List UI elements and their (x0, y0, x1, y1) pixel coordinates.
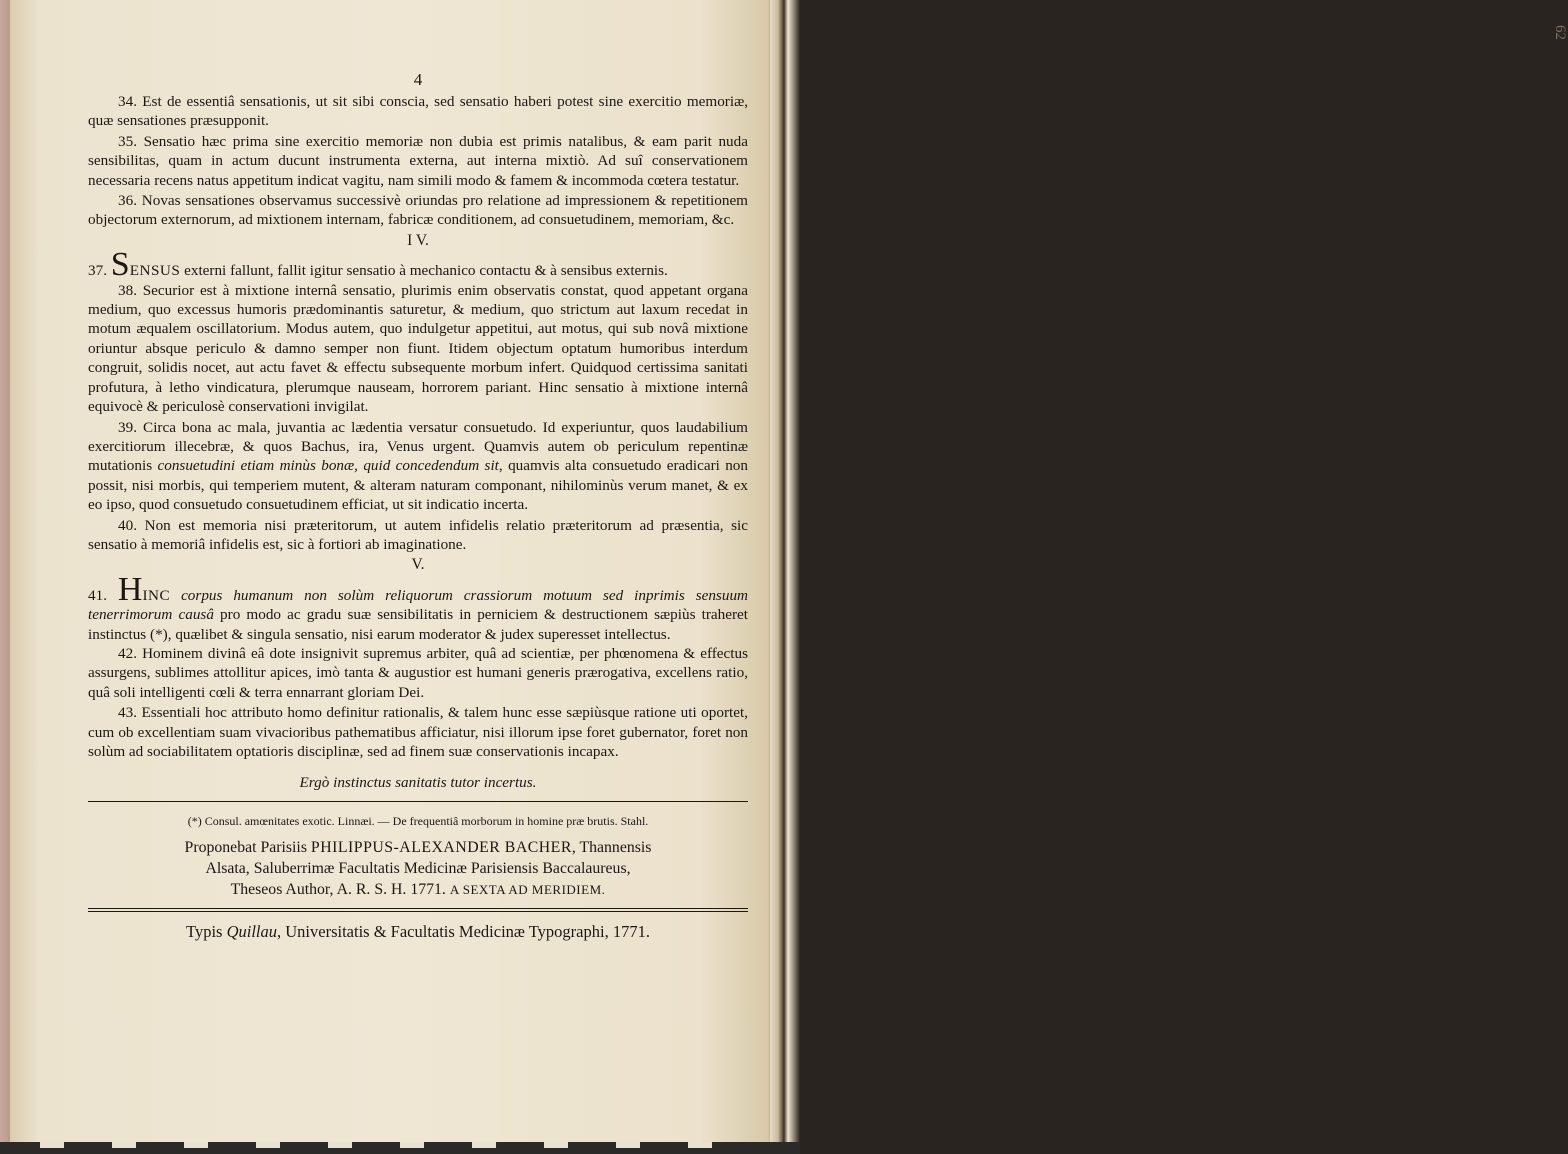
drop-capital: S (110, 246, 130, 284)
paragraph-36: 36. Novas sensationes observamus successivè oriundas pro relatione ad impressionem & repetitionem objectorum externorum, ad mixtionem internam, fabricæ conditionem, ad consuetudinem, memoriam, &c. (88, 192, 748, 229)
paragraph-text: pro modo ac gradu suæ sensibilitatis in perniciem & destructionem sæpiùs traheret instinctus (*), quælibet & singula sensatio, nisi earum moderator & judex superesset intellectus. (88, 606, 748, 643)
defense-line-3 (88, 879, 748, 900)
italic-phrase: consuetudini etiam minùs bonæ, quid concedendum sit (157, 457, 499, 475)
page-number: 4 (413, 70, 423, 89)
defense-text: Theseos Author, A. R. S. H. 1771. (230, 880, 450, 898)
imprint-text: Typis (186, 921, 227, 941)
paragraph-43: 43. Essentiali hoc attributo homo definitur rationalis, & talem hunc esse sæpiùsque ratione uti oportet, cum ob excellentiam suam vivacioribus pathematibus afficiatur, nisi illorum ipse foret gubernator, foret non solùm ad sociabilitatem optatioris disciplinæ, sed ad finem suæ conservationis incapax. (88, 704, 748, 760)
author-name: PHILIPPUS-ALEXANDER BACHER (310, 838, 572, 856)
ruler-mark (688, 1142, 712, 1148)
opening-word: INC (142, 586, 171, 604)
binding-edge (0, 0, 10, 1154)
paragraph-35: 35. Sensatio hæc prima sine exercitio memoriæ non dubia est primis natalibus, & eam parit nuda sensibilitas, quam in actum ducunt instrumenta externa, aut interna mixtiò. Ad suî conservationem necessaria recens natus appetitum indicat vagitu, nam simili modo & famem & incommoda cœtera testatur. (88, 132, 748, 189)
book-page-edges (770, 0, 1568, 1154)
ruler-mark (544, 1142, 568, 1148)
next-page-number: 62 (1552, 25, 1568, 40)
ruler-mark (184, 1142, 208, 1148)
ruler-mark (112, 1142, 136, 1148)
defense-line-1 (88, 837, 748, 858)
section-heading-v: V. (411, 556, 425, 574)
paragraph-42: 42. Hominem divinâ eâ dote insignivit supremus arbiter, quâ ad scientiæ, per phœnomena & effectus assurgens, sublimes attollitur apices, imò tanta & augustior est humani generis prærogativa, excellens ratio, quâ soli intelligenti cœli & terra ennarrant gloriam Dei. (88, 644, 748, 701)
defense-time: A SEXTA AD MERIDIEM. (449, 881, 606, 897)
document-page (88, 70, 748, 941)
opening-word: ENSUS (129, 262, 181, 280)
italic-phrase: corpus humanum non solùm reliquorum crassiorum motuum sed inprimis sensuum tenerrimorum causâ (88, 586, 749, 624)
paragraph-34: 34. Est de essentiâ sensationis, ut sit sibi conscia, sed sensatio haberi potest sine exercitio memoriæ, quæ sensationes præsupponit. (88, 93, 748, 130)
section-heading-iv: I V. (407, 231, 429, 249)
defense-text: , Thannensis (571, 838, 652, 856)
printer-imprint (88, 922, 748, 941)
paragraph-39 (88, 418, 748, 515)
printer-name: Quillau (226, 921, 277, 941)
defense-text: Proponebat Parisiis (184, 838, 311, 856)
paragraph-38: 38. Securior est à mixtione internâ sensatio, plurimis enim observatis constat, quod appetant organa medium, quo excessus humoris prædominantis saturetur, & medium, quo strictum aut laxum recedat in motum æqualem oscillatorium. Modus autem, quo indulgetur appetitui, aut motus, qui sub novâ mixtione oriuntur absque periculo & damno semper non fiunt. Itidem objectum optatum humoribus interdum congruit, solidis nocet, aut actu favet & effectu subsequente morbum infert. Quidquod certissima sanitati profutura, à letho vindicatura, plerumque nauseam, horrorem pariant. Hinc sensatio à mixtione internâ equivocè & periculosè conservationi invigilat. (88, 281, 748, 416)
paragraph-text: , quamvis alta consuetudo eradicari non possit, nisi morbis, qui temperiem mutent, & alteram naturam componant, nihilominùs verum manet, & ex eo ipso, quod consuetudo consuetudinem efficiat, ut sit indicatio incerta. (88, 457, 748, 514)
ruler-mark (40, 1142, 64, 1148)
conclusion: Ergò instinctus sanitatis tutor incertus. (299, 774, 537, 792)
footnote: (*) Consul. amœnitates exotic. Linnæi. — De frequentiâ morborum in homine præ brutis. Stahl. (187, 813, 649, 828)
ruler-mark (256, 1142, 280, 1148)
divider-rule (88, 801, 748, 802)
ruler-mark (400, 1142, 424, 1148)
paragraph-text: 39. Circa bona ac mala, juvantia ac lædentia versatur consuetudo. Id experiuntur, quos laudabilium exercitiorum illecebræ, & quos Bachus, ira, Venus urgent. Quamvis autem ob periculum repentinæ mutationis (88, 418, 748, 475)
ruler-mark (616, 1142, 640, 1148)
double-divider-rule (88, 908, 748, 912)
scan-ruler (0, 1142, 800, 1154)
paragraph-number: 37. (88, 262, 107, 280)
paragraph-41 (88, 570, 749, 644)
imprint-text: , Universitatis & Facultatis Medicinæ Typographi, 1771. (277, 921, 650, 941)
paragraph-40: 40. Non est memoria nisi præteritorum, ut autem infidelis relatio præteritorum ad præsentia, sic sensatio à memoriâ infidelis est, sic à fortiori ab imaginatione. (88, 516, 748, 553)
ruler-mark (472, 1142, 496, 1148)
drop-capital: H (117, 570, 143, 608)
ruler-mark (328, 1142, 352, 1148)
thesis-defense-notice (88, 837, 748, 900)
defense-line-2: Alsata, Saluberrimæ Facultatis Medicinæ Parisiensis Baccalaureus, (205, 859, 631, 877)
paragraph-number: 41. (88, 586, 107, 604)
paragraph-text: externi fallunt, fallit igitur sensatio à mechanico contactu & à sensibus externis. (180, 262, 668, 280)
paragraph-37 (88, 246, 748, 284)
